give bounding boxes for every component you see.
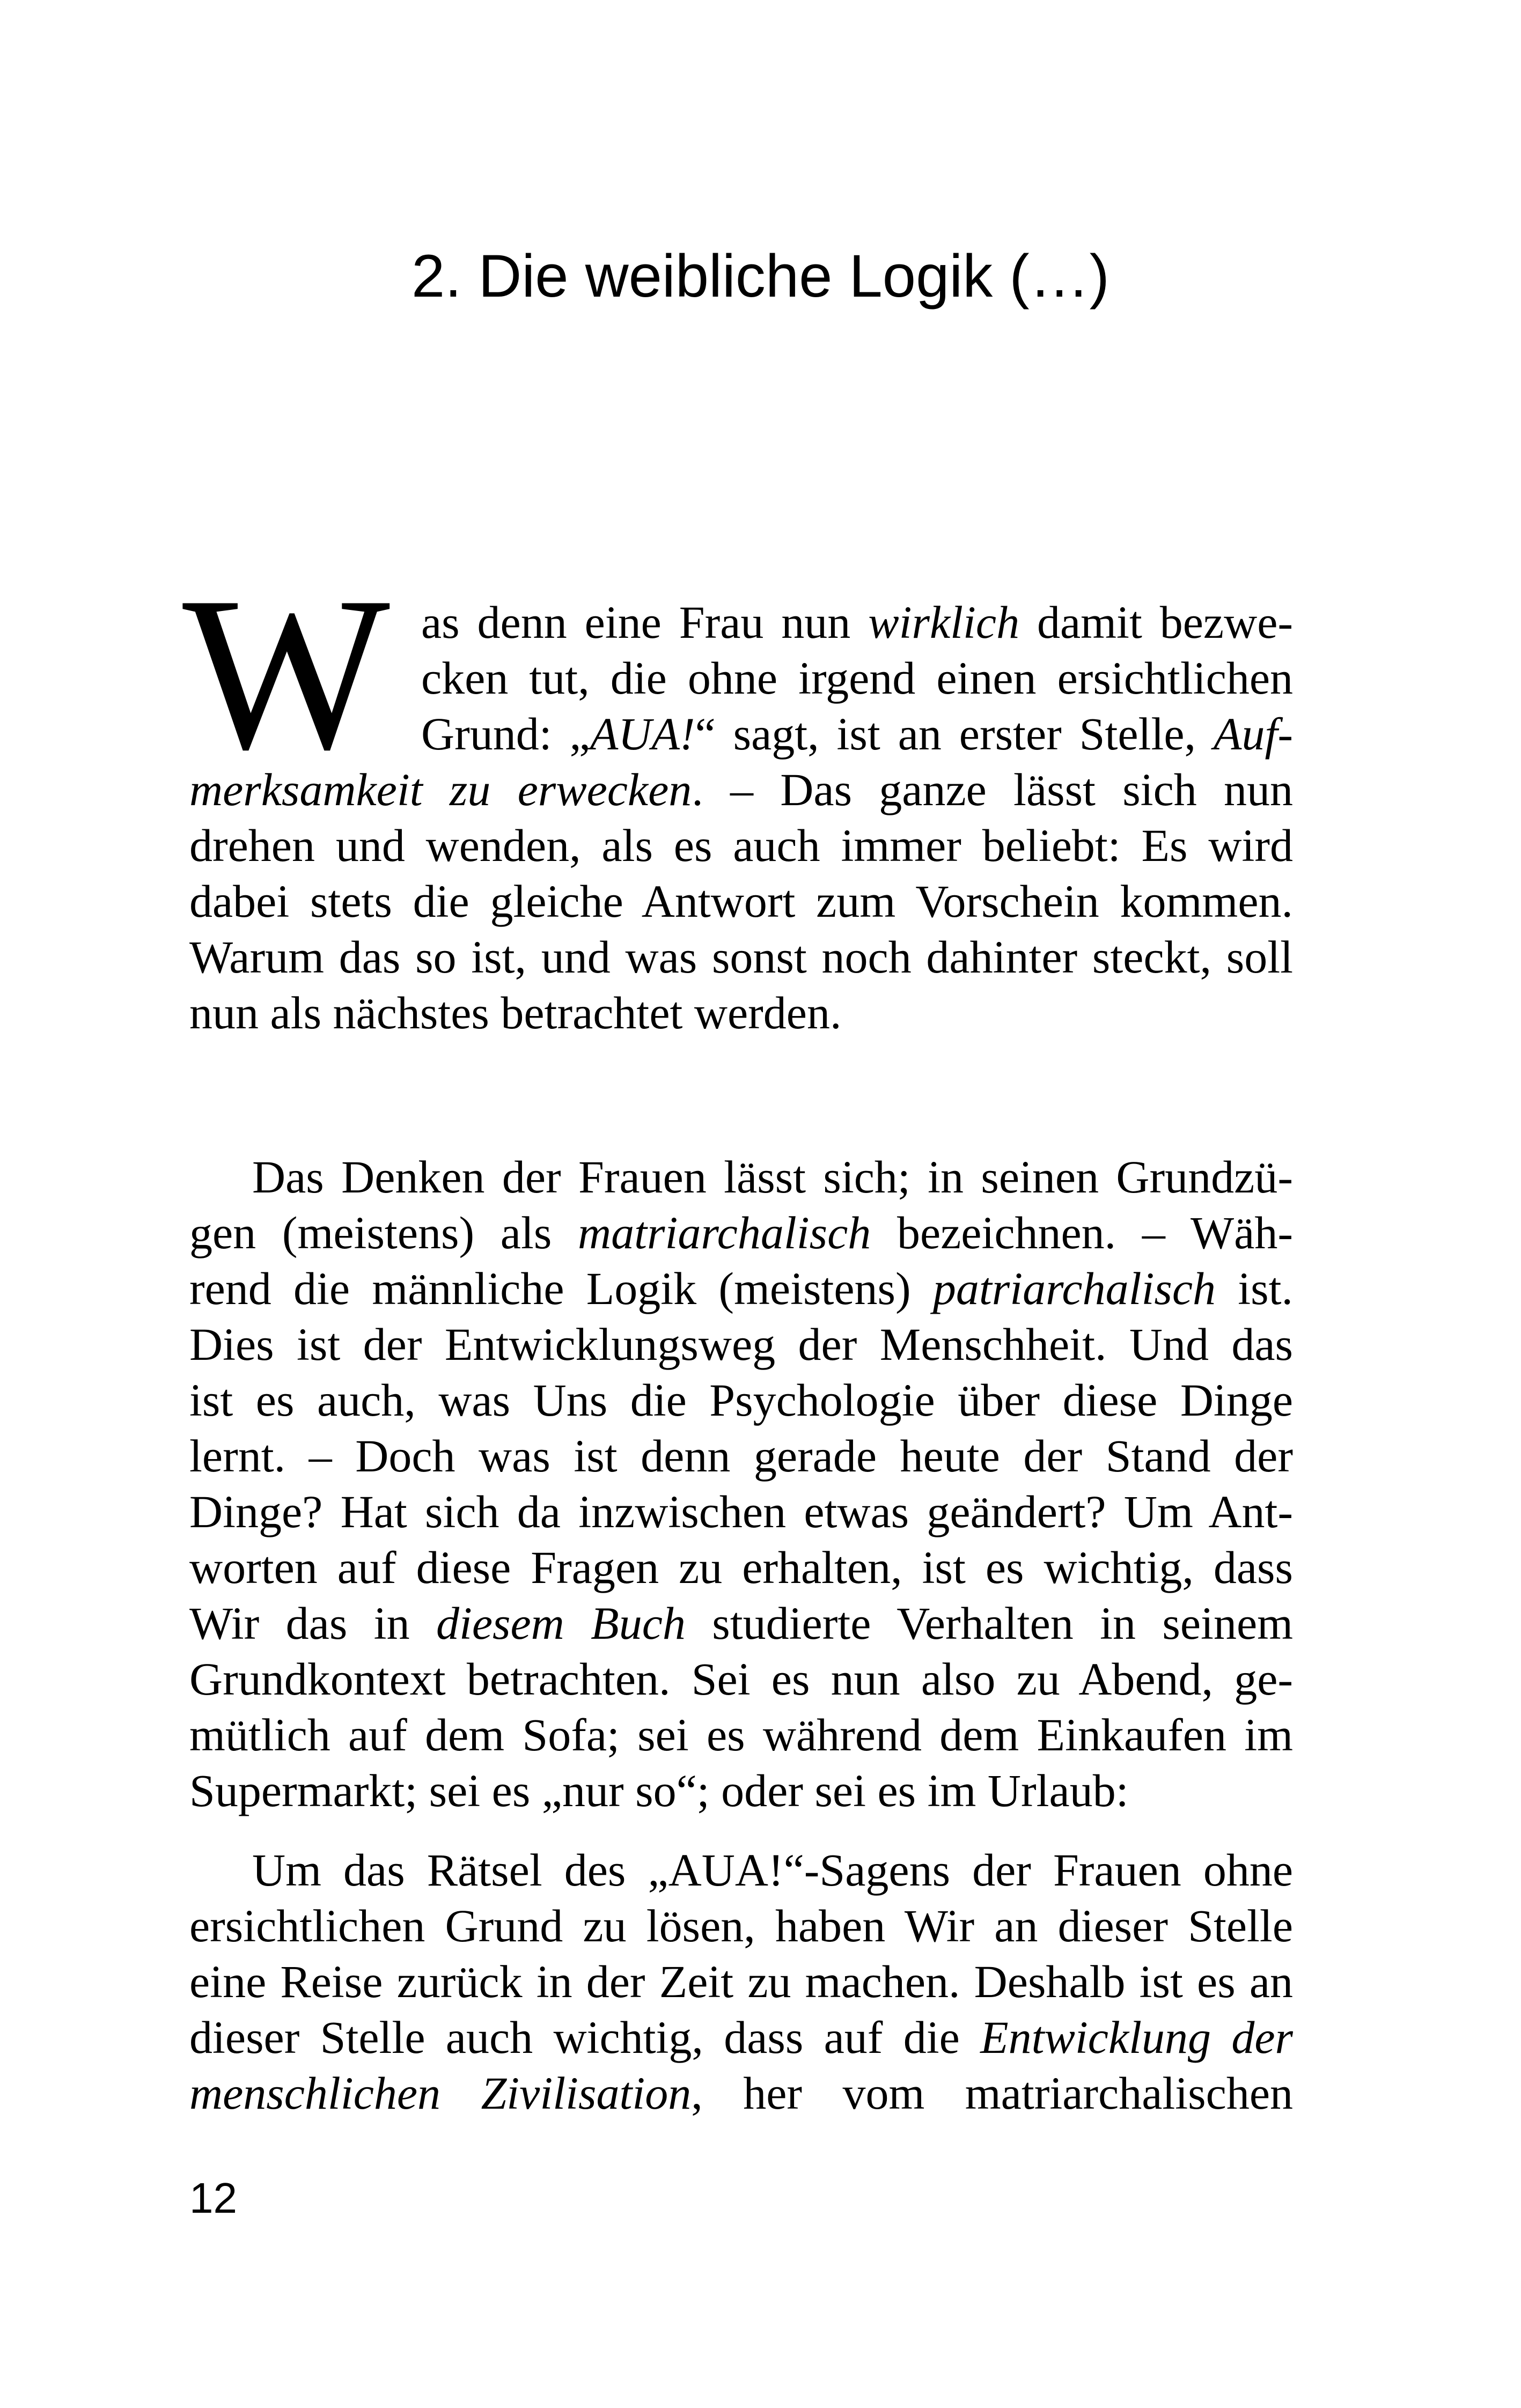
emphasis: patriarchalisch — [932, 1263, 1216, 1314]
text-line: Supermarkt; sei es „nur so“; oder sei es im Urlaub: — [189, 1765, 1129, 1816]
text-line: Das Denken der Frauen lässt sich; in seinen Grundzü- — [252, 1151, 1293, 1203]
text-line: mütlich auf dem Sofa; sei es während dem Einkaufen im — [189, 1709, 1293, 1761]
page-number: 12 — [189, 2174, 237, 2222]
text-line: Warum das so ist, und was sonst noch dahinter steckt, soll — [189, 931, 1293, 983]
text-line: eine Reise zurück in der Zeit zu machen. Deshalb ist es an — [189, 1956, 1293, 2007]
text-line: Dies ist der Entwicklungsweg der Menschheit. Und das — [189, 1319, 1293, 1370]
text-line: gen (meistens) als matriarchalisch bezeichnen. – Wäh- — [189, 1207, 1293, 1258]
text-line: rend die männliche Logik (meistens) patriarchalisch ist. — [189, 1263, 1293, 1314]
text-line: dabei stets die gleiche Antwort zum Vorschein kommen. — [189, 875, 1293, 927]
text-line: ist es auch, was Uns die Psychologie über diese Dinge — [189, 1374, 1293, 1426]
emphasis: diesem Buch — [436, 1597, 686, 1649]
drop-cap: W — [182, 551, 390, 795]
text-line: lernt. – Doch was ist denn gerade heute der Stand der — [189, 1430, 1293, 1482]
text-line: Um das Rätsel des „AUA!“-Sagens der Frauen ohne — [252, 1844, 1293, 1896]
text-line: Grundkontext betrachten. Sei es nun also zu Abend, ge- — [189, 1653, 1293, 1705]
emphasis: wirklich — [868, 597, 1020, 648]
text-line: as denn eine Frau nun wirklich damit bezwe- — [421, 597, 1293, 648]
text-line: nun als nächstes betrachtet werden. — [189, 987, 842, 1039]
text-line: merksamkeit zu erwecken. – Das ganze lässt sich nun — [189, 764, 1293, 815]
text-line: Dinge? Hat sich da inzwischen etwas geändert? Um Ant- — [189, 1486, 1293, 1537]
intro-paragraph — [189, 594, 1293, 1041]
text-line: dieser Stelle auch wichtig, dass auf die Entwicklung der — [189, 2012, 1293, 2063]
text-line: cken tut, die ohne irgend einen ersichtlichen — [421, 652, 1293, 704]
body-paragraph-1 — [189, 1149, 1293, 1818]
emphasis: matriarchalisch — [578, 1207, 871, 1258]
text-line: drehen und wenden, als es auch immer beliebt: Es wird — [189, 820, 1293, 871]
chapter-title: 2. Die weibliche Logik (…) — [412, 242, 1109, 310]
text-line: menschlichen Zivilisation, her vom matriarchalischen — [189, 2067, 1293, 2119]
emphasis: AUA! — [590, 708, 695, 760]
text-line: ersichtlichen Grund zu lösen, haben Wir an dieser Stelle — [189, 1900, 1293, 1952]
body-paragraph-2 — [189, 1842, 1293, 2121]
text-line: Grund: „AUA!“ sagt, ist an erster Stelle, Auf- — [421, 708, 1293, 760]
emphasis: Entwicklung der — [980, 2012, 1293, 2063]
text-line: Wir das in diesem Buch studierte Verhalten in seinem — [189, 1597, 1293, 1649]
text-line: worten auf diese Fragen zu erhalten, ist es wichtig, dass — [189, 1542, 1293, 1593]
emphasis: menschlichen Zivilisation — [189, 2067, 692, 2119]
emphasis: merksamkeit zu erwecken — [189, 764, 692, 815]
emphasis: Auf- — [1213, 708, 1293, 760]
